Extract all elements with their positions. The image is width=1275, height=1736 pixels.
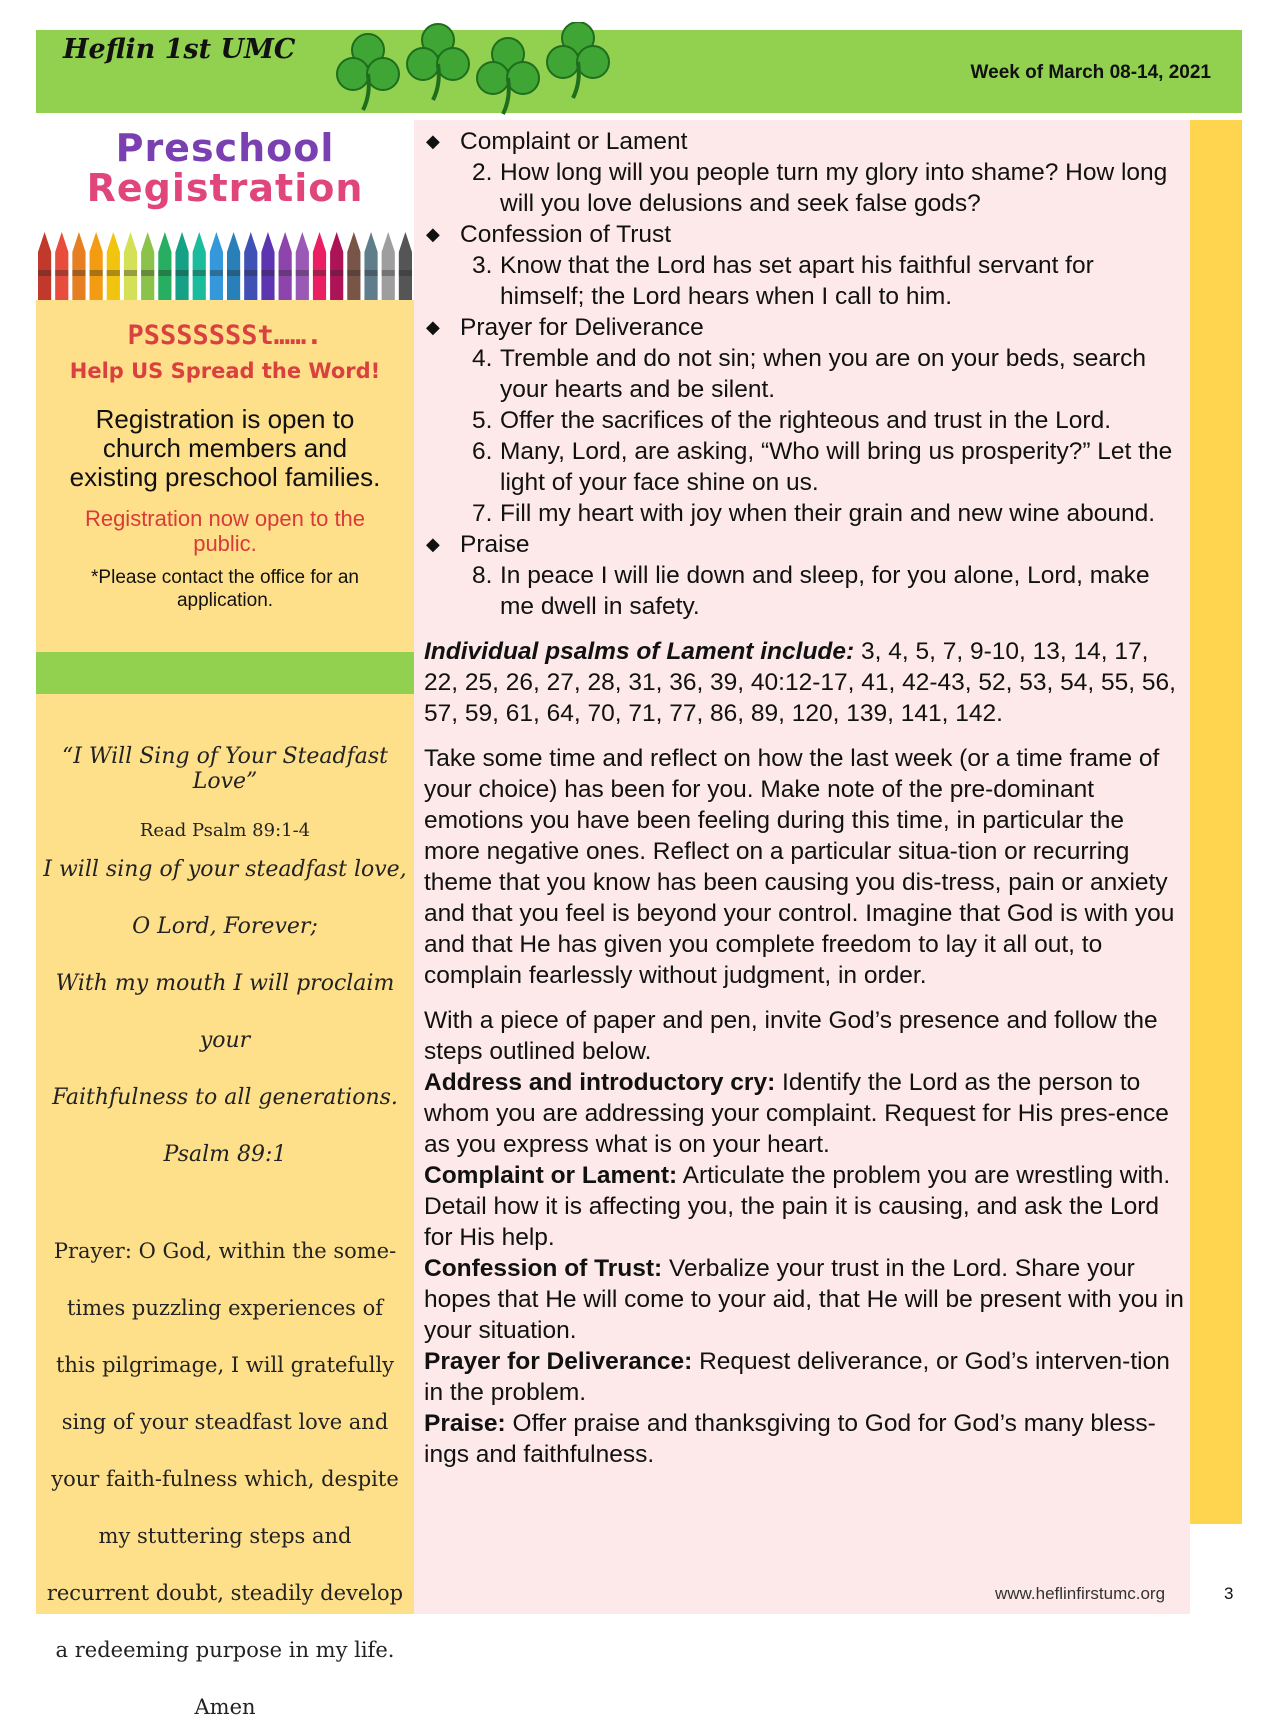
step-label: Address and introductory cry: bbox=[424, 1069, 776, 1096]
psst-heading: PSSSSSSSt……. bbox=[127, 320, 323, 351]
verse-item bbox=[424, 405, 1184, 436]
diamond-bullet-icon: ◆ bbox=[426, 317, 440, 337]
step-text: Identify the Lord as the person to whom you are addressing your complaint. Request for His pres-ence as you express what is on your heart. bbox=[424, 1069, 1169, 1158]
verse-number: 6. bbox=[472, 438, 493, 465]
diamond-bullet-icon: ◆ bbox=[426, 534, 440, 554]
step-item bbox=[424, 1346, 1184, 1408]
psalm-citation: Psalm 89:1 bbox=[163, 1142, 287, 1167]
verse-item bbox=[424, 250, 1184, 312]
verse-item bbox=[424, 498, 1184, 529]
verse-text: Offer the sacrifices of the righteous and trust in the Lord. bbox=[500, 407, 1112, 434]
list-item bbox=[424, 312, 1184, 343]
church-name: Heflin 1st UMC bbox=[63, 34, 296, 65]
steps-intro: With a piece of paper and pen, invite God’s presence and follow the steps outlined below. bbox=[424, 1007, 1158, 1065]
prayer-text: Prayer: O God, within the some-times puzzling experiences of this pilgrimage, I will gratefully sing of your steadfast love and your faith-fulness which, despite my stuttering steps and recurrent doubt, steadily develop a redeeming purpose in my life. Amen bbox=[46, 1239, 404, 1719]
psalm-structure-list bbox=[424, 126, 1184, 622]
verse-number: 2. bbox=[472, 159, 493, 186]
registration-open-text: Registration is open to church members and existing preschool families. bbox=[69, 404, 381, 492]
diamond-bullet-icon: ◆ bbox=[426, 224, 440, 244]
psalm-verse-line: With my mouth I will proclaim your bbox=[55, 971, 395, 1053]
section-heading: Confession of Trust bbox=[460, 221, 672, 248]
preschool-title bbox=[36, 128, 414, 208]
psalm-reading: Read Psalm 89:1-4 bbox=[139, 820, 311, 841]
step-text: Request deliverance, or God’s interven-tion in the problem. bbox=[424, 1348, 1170, 1406]
sidebar-divider bbox=[36, 652, 414, 694]
title-line-2: Registration bbox=[86, 166, 364, 210]
verse-number: 8. bbox=[472, 562, 493, 589]
psalm-verse-line: Faithfulness to all generations. bbox=[52, 1085, 398, 1110]
step-label: Prayer for Deliverance: bbox=[424, 1348, 693, 1375]
spread-word: Help US Spread the Word! bbox=[69, 359, 381, 383]
verse-text: In peace I will lie down and sleep, for you alone, Lord, make me dwell in safety. bbox=[500, 562, 1150, 620]
reflect-paragraph: Take some time and reflect on how the last week (or a time frame of your choice) has been for you. Make note of the pre-dominant emotions you have been feeling during this time, in particular the more negative ones. Reflect on a particular situa-tion or recurring theme that you know has been causing you dis-tress, pain or anxiety and that you feel is beyond your control. Imagine that God is with you and that He has given you complete freedom to lay it all out, to complain fearlessly without judgment, in order. bbox=[424, 745, 1175, 989]
step-text: Offer praise and thanksgiving to God for God’s many bless-ings and faithfulness. bbox=[424, 1410, 1156, 1468]
psalm-panel bbox=[36, 694, 414, 1719]
laments-label: Individual psalms of Lament include: bbox=[424, 638, 855, 665]
main-content bbox=[424, 126, 1184, 1470]
contact-office-text: *Please contact the office for an application. bbox=[91, 567, 359, 611]
diamond-bullet-icon: ◆ bbox=[426, 131, 440, 151]
verse-item bbox=[424, 436, 1184, 498]
step-label: Confession of Trust: bbox=[424, 1255, 663, 1282]
laments-paragraph bbox=[424, 636, 1184, 729]
registration-panel bbox=[36, 300, 414, 652]
verse-number: 3. bbox=[472, 252, 493, 279]
verse-text: Know that the Lord has set apart his faithful servant for himself; the Lord hears when I call to him. bbox=[500, 252, 1094, 310]
shamrock-icon bbox=[333, 22, 633, 118]
website-link[interactable]: www.heflinfirstumc.org bbox=[995, 1584, 1166, 1603]
section-heading: Complaint or Lament bbox=[460, 128, 688, 155]
step-item bbox=[424, 1253, 1184, 1346]
list-item bbox=[424, 126, 1184, 157]
step-label: Complaint or Lament: bbox=[424, 1162, 678, 1189]
laments-list: 3, 4, 5, 7, 9-10, 13, 14, 17, 22, 25, 26, 27, 28, 31, 36, 39, 40:12-17, 41, 42-43, 52, 53, 54, 55, 56, 57, 59, 61, 64, 70, 71, 77, 86, 89, 120, 139, 141, 142. bbox=[424, 638, 1176, 727]
step-text: Articulate the problem you are wrestling with. Detail how it is affecting you, the pain it is causing, and ask the Lord for His help. bbox=[424, 1162, 1171, 1251]
step-label: Praise: bbox=[424, 1410, 506, 1437]
section-heading: Prayer for Deliverance bbox=[460, 314, 704, 341]
verse-item bbox=[424, 343, 1184, 405]
title-line-1: Preschool bbox=[115, 126, 335, 170]
psalm-verse-line: O Lord, Forever; bbox=[132, 914, 318, 939]
verse-text: Many, Lord, are asking, “Who will bring us prosperity?” Let the light of your face shine on us. bbox=[500, 438, 1173, 496]
verse-text: Tremble and do not sin; when you are on your beds, search your hearts and be silent. bbox=[500, 345, 1146, 403]
section-heading: Praise bbox=[460, 531, 530, 558]
page-number: 3 bbox=[1224, 1584, 1234, 1603]
registration-public-text: Registration now open to the public. bbox=[84, 506, 366, 556]
preschool-graphic bbox=[36, 120, 414, 300]
step-item bbox=[424, 1067, 1184, 1160]
step-text: Verbalize your trust in the Lord. Share your hopes that He will come to your aid, that He will be present with you in your situation. bbox=[424, 1255, 1184, 1344]
psalm-title: “I Will Sing of Your Steadfast Love” bbox=[61, 744, 389, 794]
psalm-verse-line: I will sing of your steadfast love, bbox=[43, 857, 407, 882]
verse-text: How long will you people turn my glory into shame? How long will you love delusions and seek false gods? bbox=[500, 159, 1168, 217]
crayons-icon bbox=[36, 230, 414, 302]
verse-number: 5. bbox=[472, 407, 493, 434]
list-item bbox=[424, 529, 1184, 560]
verse-number: 4. bbox=[472, 345, 493, 372]
verse-number: 7. bbox=[472, 500, 493, 527]
verse-item bbox=[424, 157, 1184, 219]
week-label: Week of March 08-14, 2021 bbox=[970, 62, 1211, 83]
side-accent-bar bbox=[1190, 120, 1242, 1524]
verse-item bbox=[424, 560, 1184, 622]
step-item bbox=[424, 1408, 1184, 1470]
step-item bbox=[424, 1160, 1184, 1253]
list-item bbox=[424, 219, 1184, 250]
verse-text: Fill my heart with joy when their grain and new wine abound. bbox=[500, 500, 1156, 527]
